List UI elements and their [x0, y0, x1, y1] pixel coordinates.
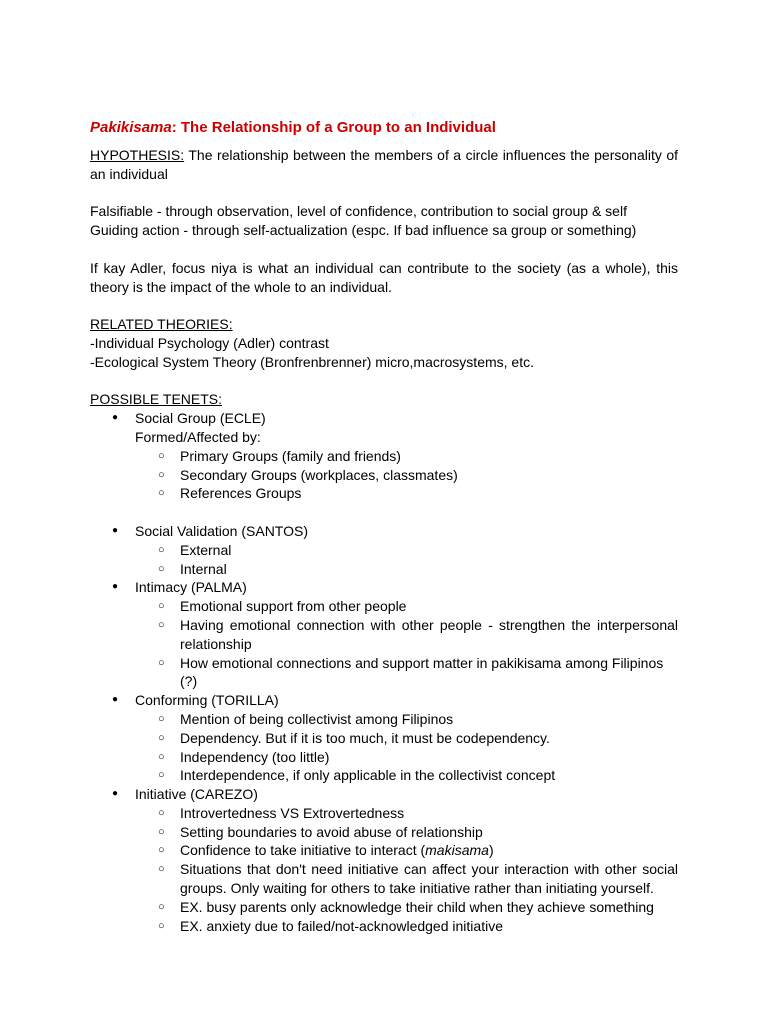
tenet-label: Intimacy (PALMA): [135, 579, 247, 596]
list-item: ○ Emotional support from other people: [135, 597, 678, 616]
tenet-label: Social Group (ECLE): [135, 410, 266, 427]
tenet-social-group: [90, 409, 678, 522]
confidence-text: Confidence to take initiative to interact (: [180, 842, 426, 859]
list-item: ○ Independency (too little): [135, 748, 678, 767]
tenet-subheading: Formed/Affected by:: [135, 428, 261, 445]
tenet-initiative: [90, 785, 678, 935]
list-item: ○ Dependency. But if it is too much, it must be codependency.: [135, 729, 678, 748]
tenets-list: [90, 409, 678, 935]
list-item: ○ Mention of being collectivist among Filipinos: [135, 710, 678, 729]
page-title: [90, 118, 678, 138]
adler-paragraph: If kay Adler, focus niya is what an individual can contribute to the society (as a whole), this theory is the impact of the whole to an individual.: [90, 259, 678, 295]
related-theory-item: -Ecological System Theory (Bronfrenbrenner) micro,macrosystems, etc.: [90, 353, 534, 370]
list-item: ○ Having emotional connection with other people - strengthen the interpersonal relationship: [135, 616, 678, 654]
possible-tenets-heading: POSSIBLE TENETS:: [90, 391, 223, 408]
hypothesis-paragraph: [90, 146, 678, 184]
title-italic: Pakikisama: [90, 119, 172, 136]
spacer: [90, 240, 678, 259]
list-item: ○ Interdependence, if only applicable in the collectivist concept: [135, 766, 678, 785]
hypothesis-text: The relationship between the members of a circle influences the personality of an individual: [90, 147, 678, 182]
list-item: [135, 841, 678, 860]
sub-list: [135, 597, 678, 691]
list-item: ○ Situations that don't need initiative can affect your interaction with other social groups. Only waiting for others to take initiative rather than initiating yourself.: [135, 860, 678, 898]
title-rest: : The Relationship of a Group to an Individual: [171, 119, 496, 136]
tenet-conforming: [90, 691, 678, 785]
list-item: ○ Internal: [135, 560, 678, 579]
list-item: ○ How emotional connections and support matter in pakikisama among Filipinos (?): [135, 654, 678, 692]
spacer: [90, 296, 678, 315]
list-item: ○ Secondary Groups (workplaces, classmates): [135, 466, 678, 485]
spacer: [135, 503, 678, 522]
list-item: ○ External: [135, 541, 678, 560]
spacer: [90, 184, 678, 203]
list-item: ○ EX. anxiety due to failed/not-acknowledged initiative: [135, 917, 678, 936]
guiding-line: Guiding action - through self-actualization (espc. If bad influence sa group or something): [90, 222, 637, 239]
list-item: ○ Primary Groups (family and friends): [135, 447, 678, 466]
related-theories-heading: RELATED THEORIES:: [90, 316, 233, 333]
sub-list: [135, 541, 678, 579]
tenet-label: Social Validation (SANTOS): [135, 522, 308, 539]
confidence-italic: makisama: [425, 842, 489, 859]
sub-list: [135, 710, 678, 785]
tenet-label: Initiative (CAREZO): [135, 786, 258, 803]
document-body: [90, 118, 678, 935]
sub-list: [135, 804, 678, 936]
list-item: ○ Introvertedness VS Extrovertedness: [135, 804, 678, 823]
tenet-social-validation: [90, 522, 678, 578]
tenet-intimacy: [90, 578, 678, 691]
falsifiable-line: Falsifiable - through observation, level of confidence, contribution to social group & self: [90, 203, 627, 220]
related-theory-item: -Individual Psychology (Adler) contrast: [90, 334, 329, 351]
list-item: ○ Setting boundaries to avoid abuse of relationship: [135, 823, 678, 842]
spacer: [90, 372, 678, 391]
tenet-label: Conforming (TORILLA): [135, 692, 279, 709]
confidence-close: ): [488, 842, 494, 859]
hypothesis-label: HYPOTHESIS:: [90, 147, 185, 163]
sub-list: [135, 447, 678, 503]
list-item: ○ EX. busy parents only acknowledge their child when they achieve something: [135, 898, 678, 917]
list-item: ○ References Groups: [135, 484, 678, 503]
